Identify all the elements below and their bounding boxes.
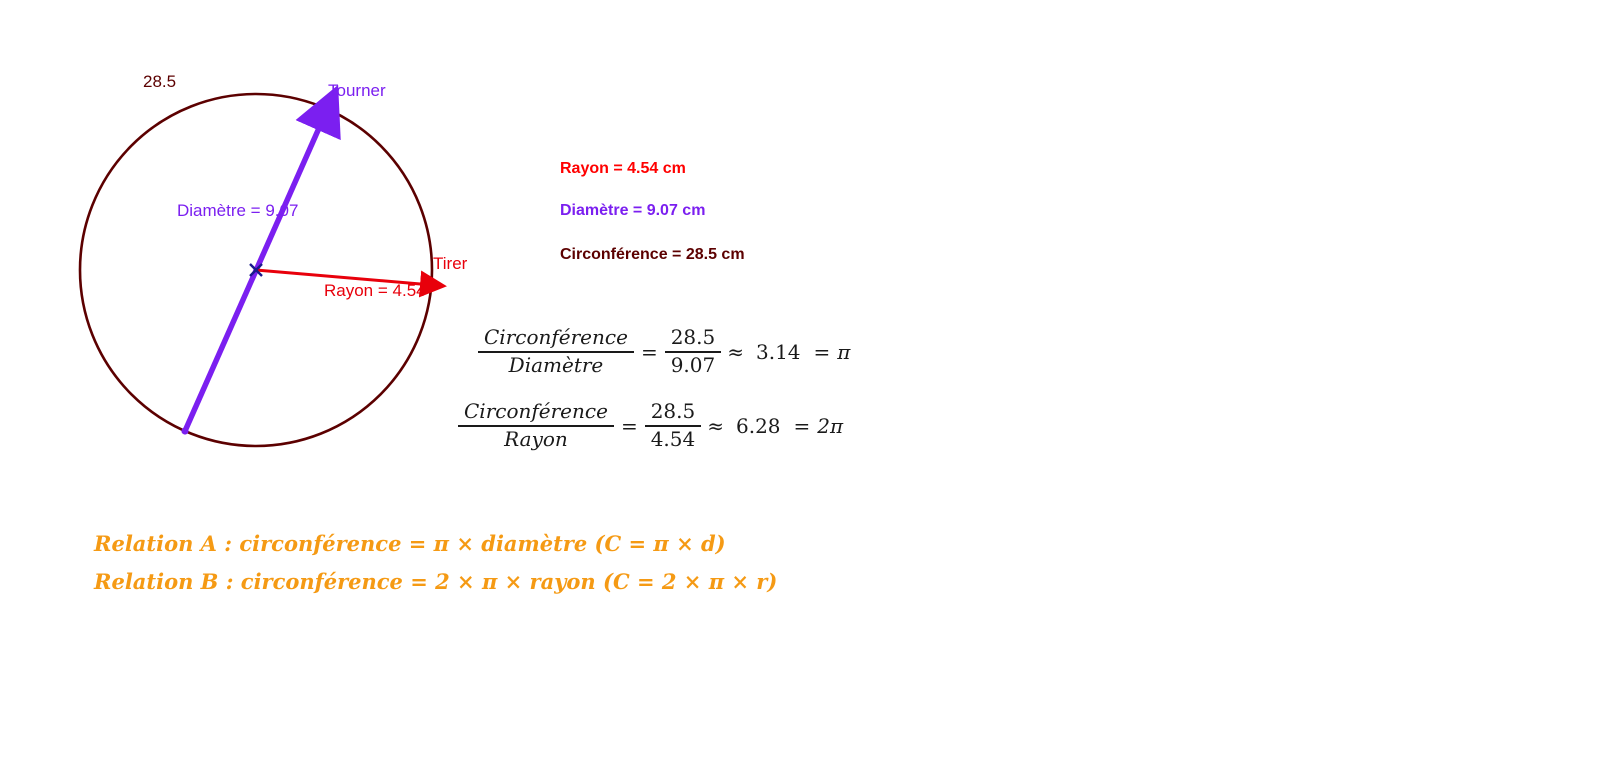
fraction-numerator: Circonférence <box>484 325 628 349</box>
fraction-values-1 <box>665 325 722 379</box>
diameter-endpoint-dot[interactable] <box>181 427 188 434</box>
approx-value: 6.28 <box>736 413 781 438</box>
value-numerator: 28.5 <box>670 325 716 349</box>
readout-circumference: Circonférence = 28.5 cm <box>560 246 745 263</box>
approx-sign: ≈ <box>727 339 744 364</box>
approx-value: 3.14 <box>756 339 801 364</box>
readout-diameter: Diamètre = 9.07 cm <box>560 202 706 219</box>
equals-sign: = <box>620 413 638 438</box>
drag-handle-label[interactable]: Tirer <box>433 254 468 273</box>
result-equals-sign: = <box>813 339 831 364</box>
fraction-denominator: Rayon <box>504 426 568 451</box>
radius-inline-label: Rayon = 4.54 <box>324 281 426 300</box>
equals-sign: = <box>640 339 658 364</box>
readout-radius: Rayon = 4.54 cm <box>560 160 686 177</box>
value-denominator: 9.07 <box>670 352 716 377</box>
fraction-circumference-diameter <box>478 325 634 379</box>
result-equals-sign: = <box>793 413 811 438</box>
fraction-numerator: Circonférence <box>464 399 608 423</box>
fraction-denominator: Diamètre <box>508 352 604 377</box>
fraction-values-2 <box>645 399 702 453</box>
fraction-circumference-radius <box>458 399 614 453</box>
result-value: π <box>837 339 851 364</box>
relation-a-text: Relation A : circonférence = π × diamètre (C = π × d) <box>94 531 726 556</box>
diameter-inline-label: Diamètre = 9.07 <box>177 201 299 220</box>
circumference-value-label: 28.5 <box>143 72 177 91</box>
value-denominator: 4.54 <box>650 426 696 451</box>
result-value: 2π <box>817 413 844 438</box>
rotate-handle-label[interactable]: Tourner <box>328 81 386 100</box>
ratio-circumference-over-radius <box>458 399 843 453</box>
approx-sign: ≈ <box>707 413 724 438</box>
value-numerator: 28.5 <box>650 399 696 423</box>
ratio-circumference-over-diameter <box>478 325 850 379</box>
relation-b-text: Relation B : circonférence = 2 × π × rayon (C = 2 × π × r) <box>94 569 778 594</box>
